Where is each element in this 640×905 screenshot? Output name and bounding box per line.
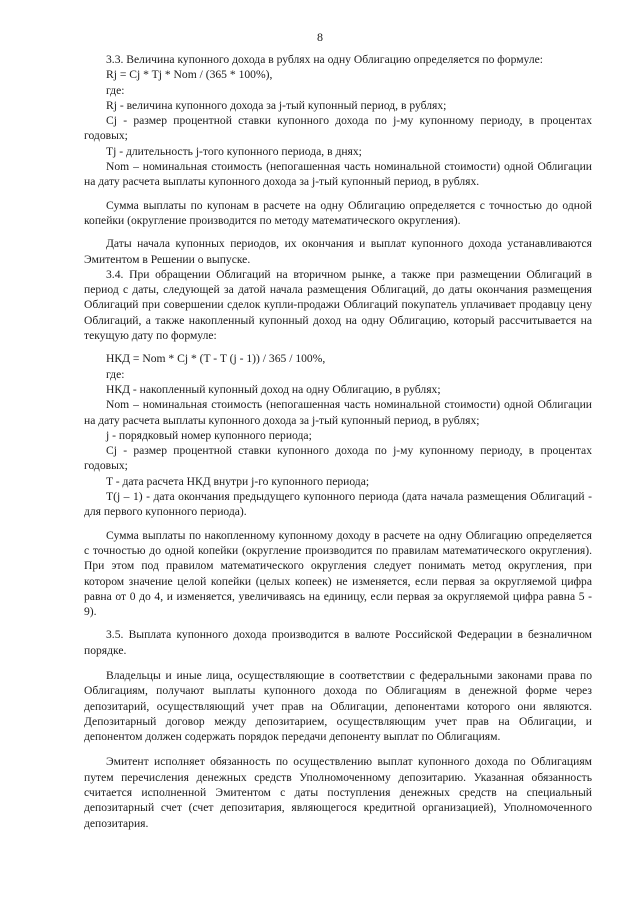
definition-cj: Cj - размер процентной ставки купонного дохода по j-му купонному периоду, в процентах годовых; [84,114,592,143]
paragraph-3-4: 3.4. При обращении Облигаций на вторичном рынке, а также при размещении Облигаций в период с даты, следующей за датой начала размещения Облигаций, до даты окончания размещения Облигаций при совершении сделок купли-продажи Облигаций покупатель уплачивает продавцу цену Облигаций, а также накопленный купонный доход на одну Облигацию, который рассчитывается на текущую дату по формуле: [84,267,592,343]
definition-nkd: НКД - накопленный купонный доход на одну Облигацию, в рублях; [106,382,441,396]
where-label: где: [106,367,125,381]
definition-t: T - дата расчета НКД внутри j-го купонного периода; [106,474,370,488]
paragraph-rounding: Сумма выплаты по купонам в расчете на одну Облигацию определяется с точностью до одной копейки (округление производится по методу математического округления). [84,198,592,227]
definition-nom: Nom – номинальная стоимость (непогашенная часть номинальной стоимости) одной Облигации на дату расчета выплаты купонного дохода за j-тый купонный период, в рублях. [84,160,592,189]
where-label: где: [106,83,125,97]
paragraph-holders: Владельцы и иные лица, осуществляющие в соответствии с федеральными законами права по Облигациям, получают выплаты купонного дохода по Облигациям в денежной форме через депозитарий, осуществляющий учет прав на Облигации, депонентами которого они являются. Депозитарный договор между депозитарием, осуществляющим учет прав на Облигации, и депонентом должен содержать порядок передачи депоненту выплат по Облигациям. [84,668,592,744]
paragraph-3-5: 3.5. Выплата купонного дохода производится в валюте Российской Федерации в безналичном порядке. [84,628,592,657]
paragraph-coupon-dates: Даты начала купонных периодов, их окончания и выплат купонного дохода устанавливаются Эмитентом в Решении о выпуске. [84,237,592,266]
definition-cj: Cj - размер процентной ставки купонного дохода по j-му купонному периоду, в процентах годовых; [84,444,592,473]
paragraph-nkd-rounding: Сумма выплаты по накопленному купонному доходу в расчете на одну Облигацию определяется с точностью до одной копейки (округление производится по правилам математического округления). При этом под правилом математического округления следует понимать метод округления, при котором значение целой копейки (целых копеек) не изменяется, если первая за округляемой цифра равна от 0 до 4, и изменяется, увеличиваясь на единицу, если первая за округляемой цифра равна 5 - 9). [84,528,592,619]
paragraph-issuer-obligation: Эмитент исполняет обязанность по осуществлению выплат купонного дохода по Облигациям путем перечисления денежных средств Уполномоченному депозитарию. Указанная обязанность считается исполненной Эмитентом с даты поступления денежных средств на специальный депозитарный счет (счет депозитария, являющегося кредитной организацией), Уполномоченного депозитария. [84,755,592,830]
definition-nom: Nom – номинальная стоимость (непогашенная часть номинальной стоимости) одной Облигации на дату расчета выплаты купонного дохода за j-тый купонный период, в рублях; [84,398,592,427]
formula-rj: Rj = Cj * Tj * Nom / (365 * 100%), [106,68,273,82]
formula-nkd: НКД = Nom * Cj * (T - T (j - 1)) / 365 / 100%, [106,352,326,366]
definition-t-prev: T(j – 1) - дата окончания предыдущего купонного периода (дата начала размещения Облигаций - для первого купонного периода). [84,490,592,519]
definition-rj: Rj - величина купонного дохода за j-тый купонный период, в рублях; [106,98,447,112]
definition-tj: Tj - длительность j-того купонного периода, в днях; [106,144,362,158]
definition-j: j - порядковый номер купонного периода; [106,428,312,442]
page-number: 8 [317,30,323,44]
paragraph-3-3: 3.3. Величина купонного дохода в рублях на одну Облигацию определяется по формуле: [106,53,543,66]
document-body [84,52,592,831]
